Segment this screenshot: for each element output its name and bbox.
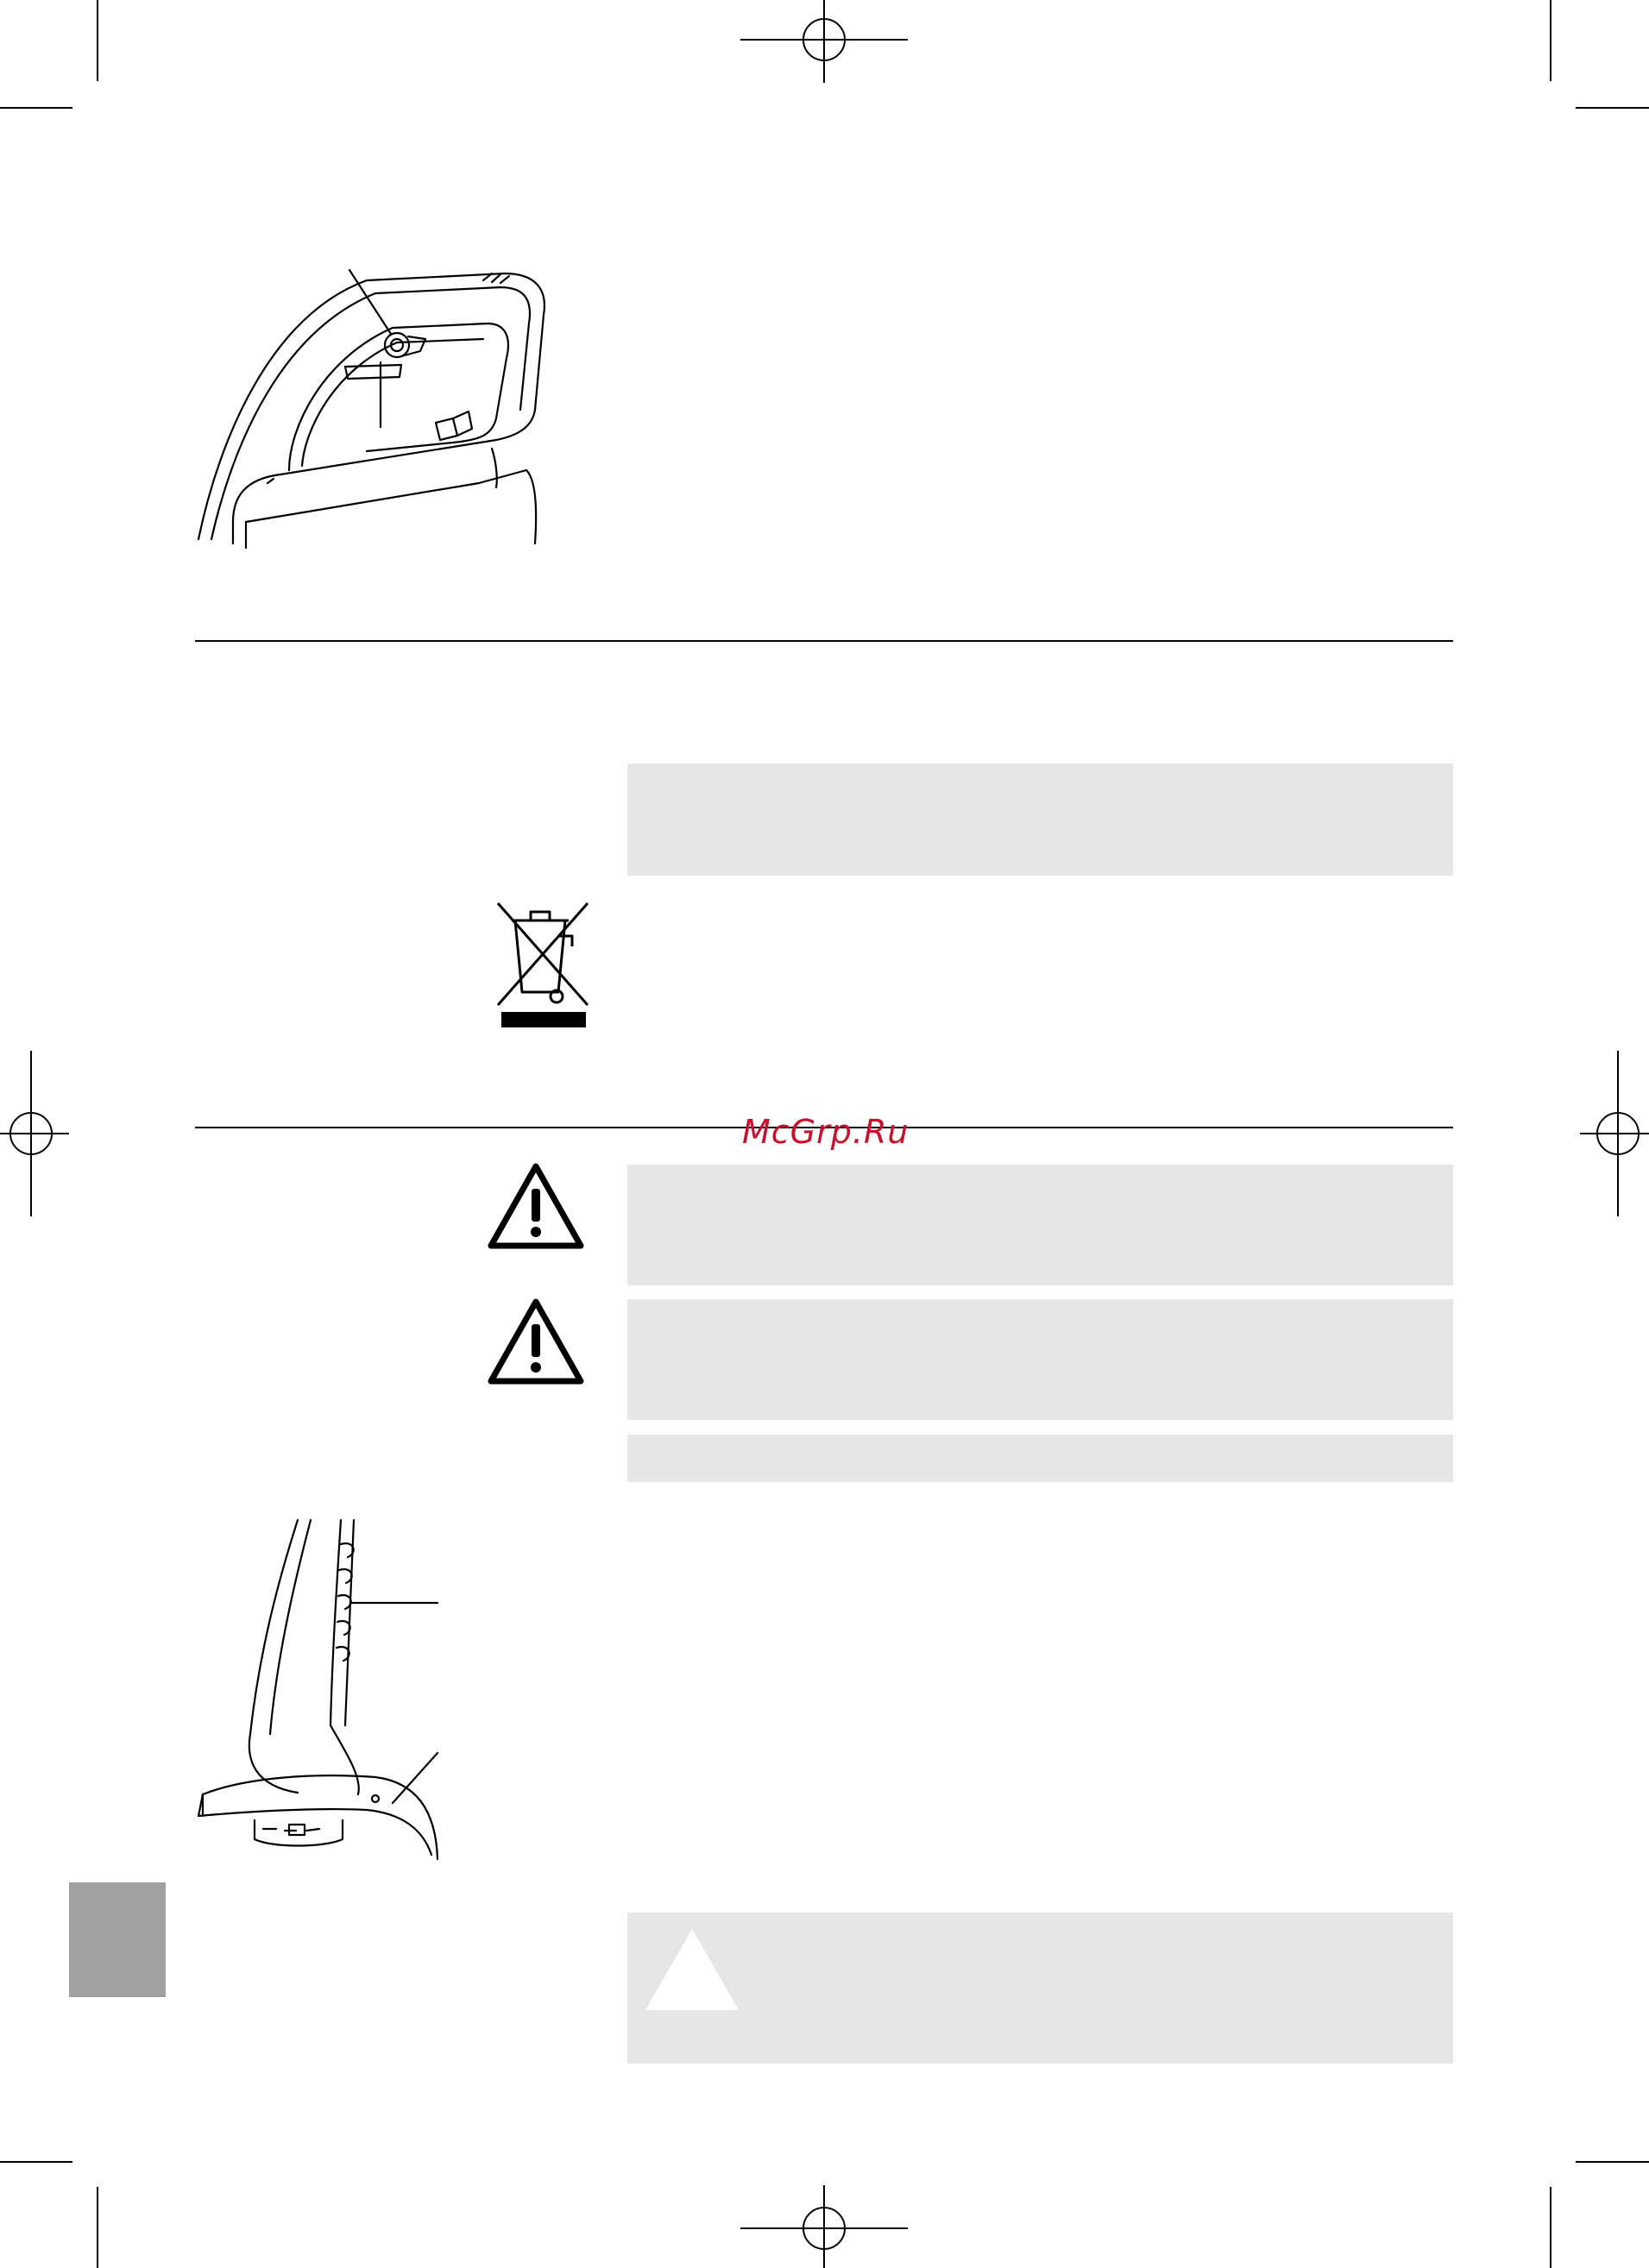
section-divider-1 <box>195 640 1453 642</box>
white-triangle-icon <box>644 1927 740 2012</box>
note-panel <box>627 1913 1453 2064</box>
registration-mark-top <box>740 0 908 83</box>
warning-triangle-icon <box>488 1298 584 1385</box>
info-panel-1 <box>627 763 1453 876</box>
page-tab <box>69 1882 166 1997</box>
trimmer-head-illustration <box>194 1518 444 1863</box>
registration-mark-bottom <box>740 2185 908 2268</box>
registration-mark-right <box>1580 1051 1649 1216</box>
registration-mark-left <box>0 1051 69 1216</box>
warning-panel-2 <box>627 1299 1453 1420</box>
info-panel-2 <box>627 1435 1453 1482</box>
warning-triangle-icon <box>488 1163 584 1249</box>
warning-panel-1 <box>627 1165 1453 1285</box>
crossed-out-wheelie-bin-icon <box>496 902 591 1031</box>
watermark: McGrp.Ru <box>742 1113 909 1151</box>
trimmer-handle-illustration <box>194 263 557 548</box>
